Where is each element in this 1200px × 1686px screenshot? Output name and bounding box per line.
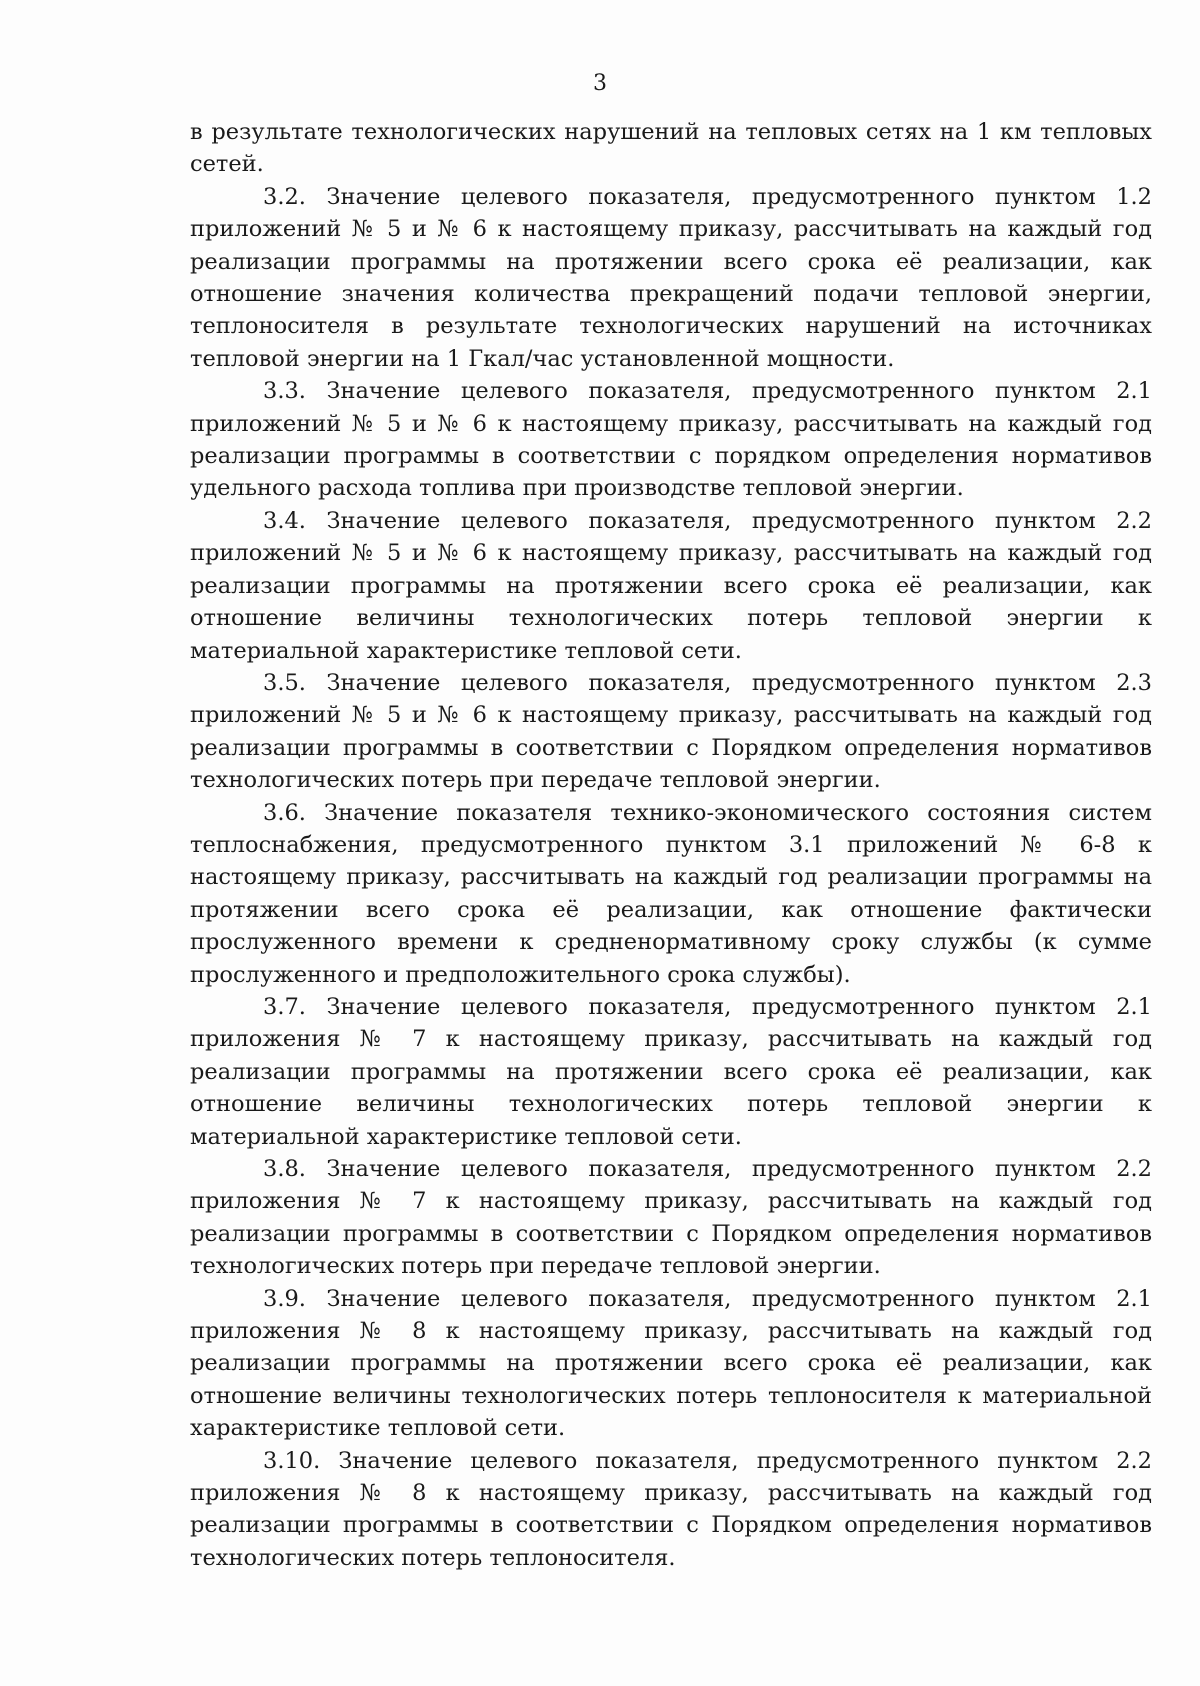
paragraph-3-9: 3.9. Значение целевого показателя, предусмотренного пунктом 2.1 приложения № 8 к настоящему приказу, рассчитывать на каждый год реализации программы на протяжении всего срока её реализации, как отношение величины технологических потерь теплоносителя к материальной характеристике тепловой сети. xyxy=(190,1285,1152,1442)
paragraph-3-2: 3.2. Значение целевого показателя, предусмотренного пунктом 1.2 приложений № 5 и № 6 к настоящему приказу, рассчитывать на каждый год реализации программы на протяжении всего срока её реализации, как отношение значения количества прекращений подачи тепловой энергии, теплоносителя в результате технологических нарушений на источниках тепловой энергии на 1 Гкал/час установленной мощности. xyxy=(190,183,1152,372)
paragraph-3-4: 3.4. Значение целевого показателя, предусмотренного пунктом 2.2 приложений № 5 и № 6 к настоящему приказу, рассчитывать на каждый год реализации программы на протяжении всего срока её реализации, как отношение величины технологических потерь тепловой энергии к материальной характеристике тепловой сети. xyxy=(190,507,1152,664)
paragraph-3-10: 3.10. Значение целевого показателя, предусмотренного пунктом 2.2 приложения № 8 к настоящему приказу, рассчитывать на каждый год реализации программы в соответствии с Порядком определения нормативов технологических потерь теплоносителя. xyxy=(190,1447,1152,1571)
page-number: 3 xyxy=(593,71,607,96)
paragraph-3-8: 3.8. Значение целевого показателя, предусмотренного пунктом 2.2 приложения № 7 к настоящему приказу, рассчитывать на каждый год реализации программы в соответствии с Порядком определения нормативов технологических потерь при передаче тепловой энергии. xyxy=(190,1156,1152,1280)
paragraph-3-7: 3.7. Значение целевого показателя, предусмотренного пунктом 2.1 приложения № 7 к настоящему приказу, рассчитывать на каждый год реализации программы на протяжении всего срока её реализации, как отношение величины технологических потерь тепловой энергии к материальной характеристике тепловой сети. xyxy=(190,993,1152,1150)
document-body xyxy=(190,116,1152,1574)
paragraph-3-6: 3.6. Значение показателя технико-экономического состояния систем теплоснабжения, предусмотренного пунктом 3.1 приложений № 6-8 к настоящему приказу, рассчитывать на каждый год реализации программы на протяжении всего срока её реализации, как отношение фактически прослуженного времени к средненормативному сроку службы (к сумме прослуженного и предположительного срока службы). xyxy=(190,799,1152,988)
paragraph-3-3: 3.3. Значение целевого показателя, предусмотренного пунктом 2.1 приложений № 5 и № 6 к настоящему приказу, рассчитывать на каждый год реализации программы в соответствии с порядком определения нормативов удельного расхода топлива при производстве тепловой энергии. xyxy=(190,378,1152,502)
paragraph-continuation: в результате технологических нарушений на тепловых сетях на 1 км тепловых сетей. xyxy=(190,119,1152,178)
paragraph-3-5: 3.5. Значение целевого показателя, предусмотренного пунктом 2.3 приложений № 5 и № 6 к настоящему приказу, рассчитывать на каждый год реализации программы в соответствии с Порядком определения нормативов технологических потерь при передаче тепловой энергии. xyxy=(190,669,1152,794)
